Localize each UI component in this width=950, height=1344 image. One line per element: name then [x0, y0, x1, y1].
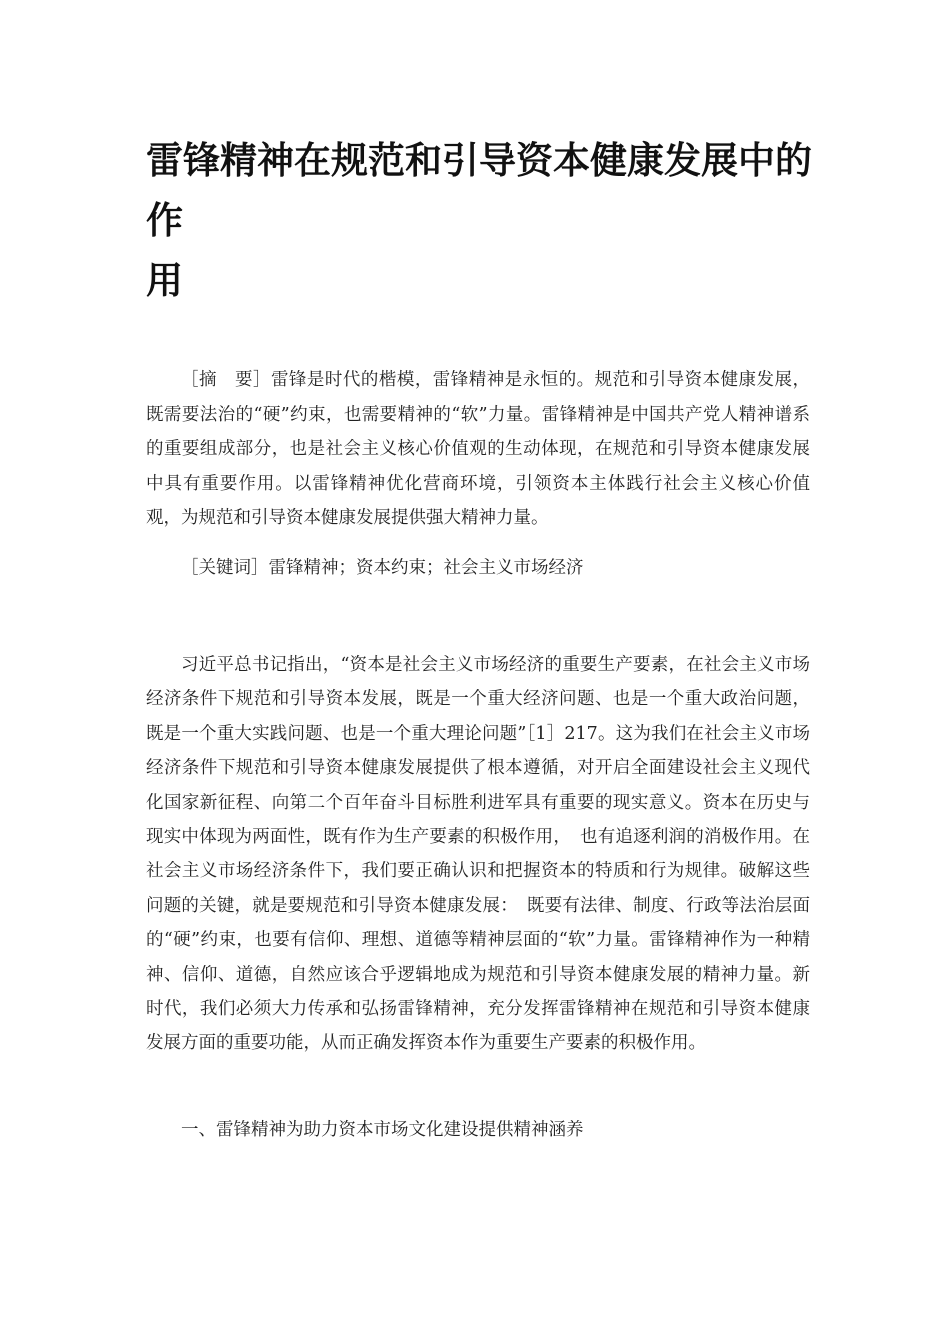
- intro-paragraph: 习近平总书记指出，“资本是社会主义市场经济的重要生产要素，在社会主义市场经济条件下规范和引导资本发展，既是一个重大经济问题、也是一个重大政治问题，既是一个重大实践问题、也是一个重大理论问题”［1］217。这为我们在社会主义市场经济条件下规范和引导资本健康发展提供了根本遵循，对开启全面建设社会主义现代化国家新征程、向第二个百年奋斗目标胜利进军具有重要的现实意义。资本在历史与现实中体现为两面性，既有作为生产要素的积极作用， 也有追逐利润的消极作用。在社会主义市场经济条件下，我们要正确认识和把握资本的特质和行为规律。破解这些问题的关键，就是要规范和引导资本健康发展： 既要有法律、制度、行政等法治层面的“硬”约束，也要有信仰、理想、道德等精神层面的“软”力量。雷锋精神作为一种精神、信仰、道德，自然应该合乎逻辑地成为规范和引导资本健康发展的精神力量。新时代，我们必须大力传承和弘扬雷锋精神，充分发挥雷锋精神在规范和引导资本健康发展方面的重要功能，从而正确发挥资本作为重要生产要素的积极作用。: [146, 655, 810, 1054]
- keywords-paragraph: [146, 551, 810, 585]
- abstract-text: 雷锋是时代的楷模，雷锋精神是永恒的。规范和引导资本健康发展，既需要法治的“硬”约束，也需要精神的“软”力量。雷锋精神是中国共产党人精神谱系的重要组成部分，也是社会主义核心价值观的生动体现，在规范和引导资本健康发展中具有重要作用。以雷锋精神优化营商环境，引领资本主体践行社会主义核心价值观，为规范和引导资本健康发展提供强大精神力量。: [146, 370, 811, 528]
- title-line-2: 作: [146, 199, 183, 242]
- page-title: [146, 131, 826, 311]
- section-heading-1: 一、雷锋精神为助力资本市场文化建设提供精神涵养: [181, 1120, 584, 1140]
- abstract-label: ［摘 要］: [181, 370, 271, 390]
- title-line-3: 用: [146, 259, 183, 302]
- keywords-text: 雷锋精神；资本约束；社会主义市场经济: [268, 558, 584, 578]
- title-line-1: 雷锋精神在规范和引导资本健康发展中的: [146, 139, 812, 182]
- abstract-paragraph: [146, 363, 810, 536]
- keywords-label: ［关键词］: [181, 558, 269, 578]
